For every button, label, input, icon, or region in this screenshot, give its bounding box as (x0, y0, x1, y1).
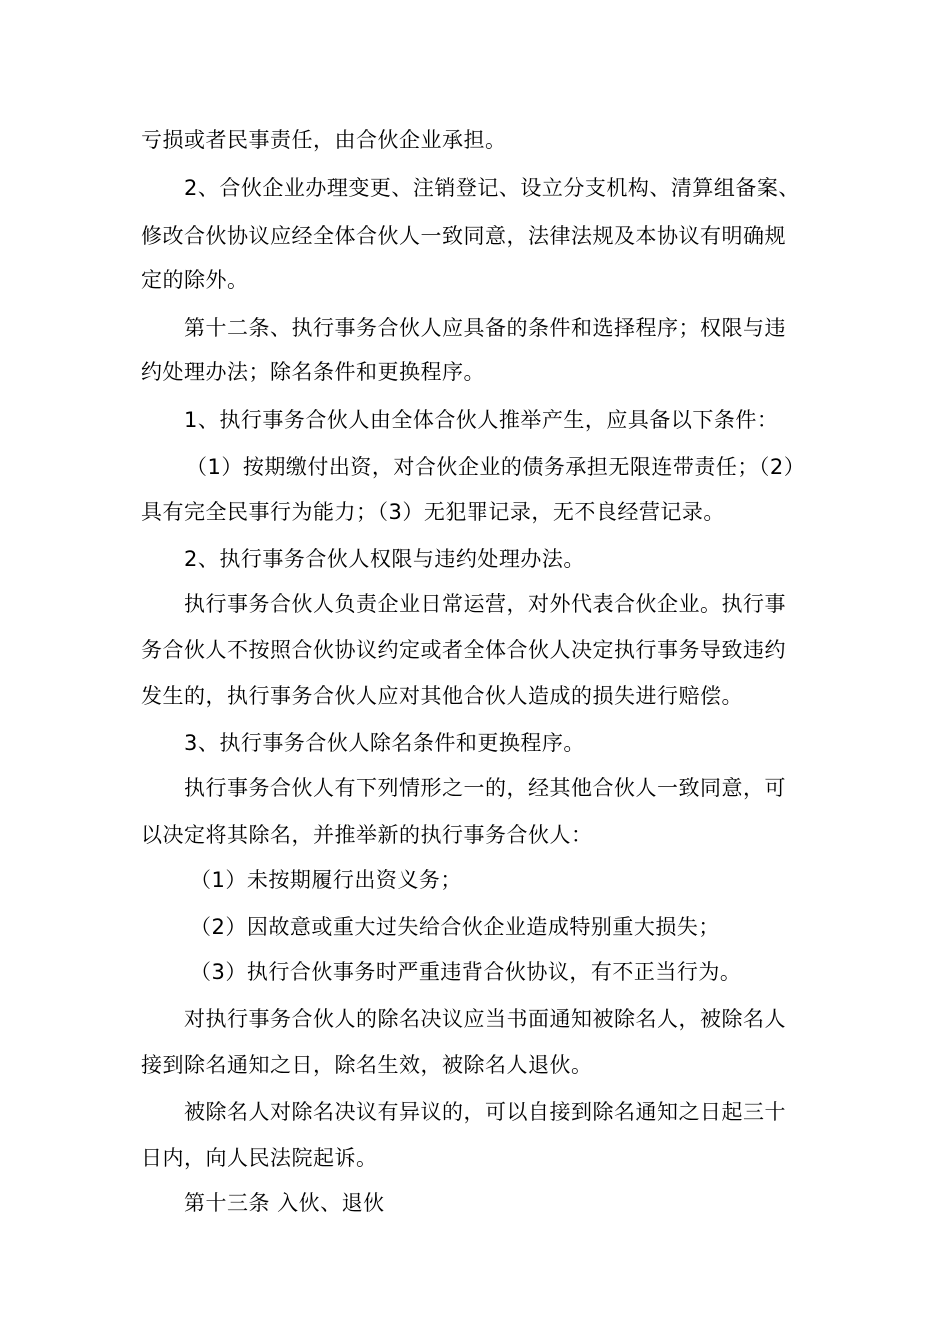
section-heading: 第十三条 入伙、退伙 (184, 1191, 385, 1215)
text-line: （3）执行合伙事务时严重违背合伙协议，有不正当行为。 (190, 960, 742, 984)
text-line: 约处理办法；除名条件和更换程序。 (141, 360, 485, 384)
text-line: 定的除外。 (141, 268, 249, 292)
text-line: 2、执行事务合伙人权限与违约处理办法。 (184, 547, 585, 571)
text-line: 被除名人对除名决议有异议的，可以自接到除名通知之日起三十 (184, 1100, 786, 1124)
text-line: 3、执行事务合伙人除名条件和更换程序。 (184, 731, 585, 755)
text-line: 发生的，执行事务合伙人应对其他合伙人造成的损失进行赔偿。 (141, 684, 743, 708)
text-line: 2、合伙企业办理变更、注销登记、设立分支机构、清算组备案、 (184, 176, 800, 200)
text-line: 对执行事务合伙人的除名决议应当书面通知被除名人，被除名人 (184, 1007, 786, 1031)
text-line: 执行事务合伙人负责企业日常运营，对外代表合伙企业。执行事 (184, 592, 786, 616)
text-line: （2）因故意或重大过失给合伙企业造成特别重大损失； (190, 915, 720, 939)
text-line: 以决定将其除名，并推举新的执行事务合伙人： (141, 823, 593, 847)
text-line: 接到除名通知之日，除名生效，被除名人退伙。 (141, 1053, 593, 1077)
text-line: （1）按期缴付出资，对合伙企业的债务承担无限连带责任；（2） (186, 455, 806, 479)
text-line: 执行事务合伙人有下列情形之一的，经其他合伙人一致同意，可 (184, 776, 786, 800)
text-line: 修改合伙协议应经全体合伙人一致同意，法律法规及本协议有明确规 (141, 224, 786, 248)
text-line: 亏损或者民事责任，由合伙企业承担。 (141, 128, 507, 152)
text-line: 务合伙人不按照合伙协议约定或者全体合伙人决定执行事务导致违约 (141, 638, 786, 662)
text-line: （1）未按期履行出资义务； (190, 868, 462, 892)
text-line: 1、执行事务合伙人由全体合伙人推举产生，应具备以下条件： (184, 408, 779, 432)
text-line: 具有完全民事行为能力；（3）无犯罪记录，无不良经营记录。 (141, 500, 725, 524)
text-line: 第十二条、执行事务合伙人应具备的条件和选择程序；权限与违 (184, 316, 786, 340)
text-line: 日内，向人民法院起诉。 (141, 1146, 378, 1170)
